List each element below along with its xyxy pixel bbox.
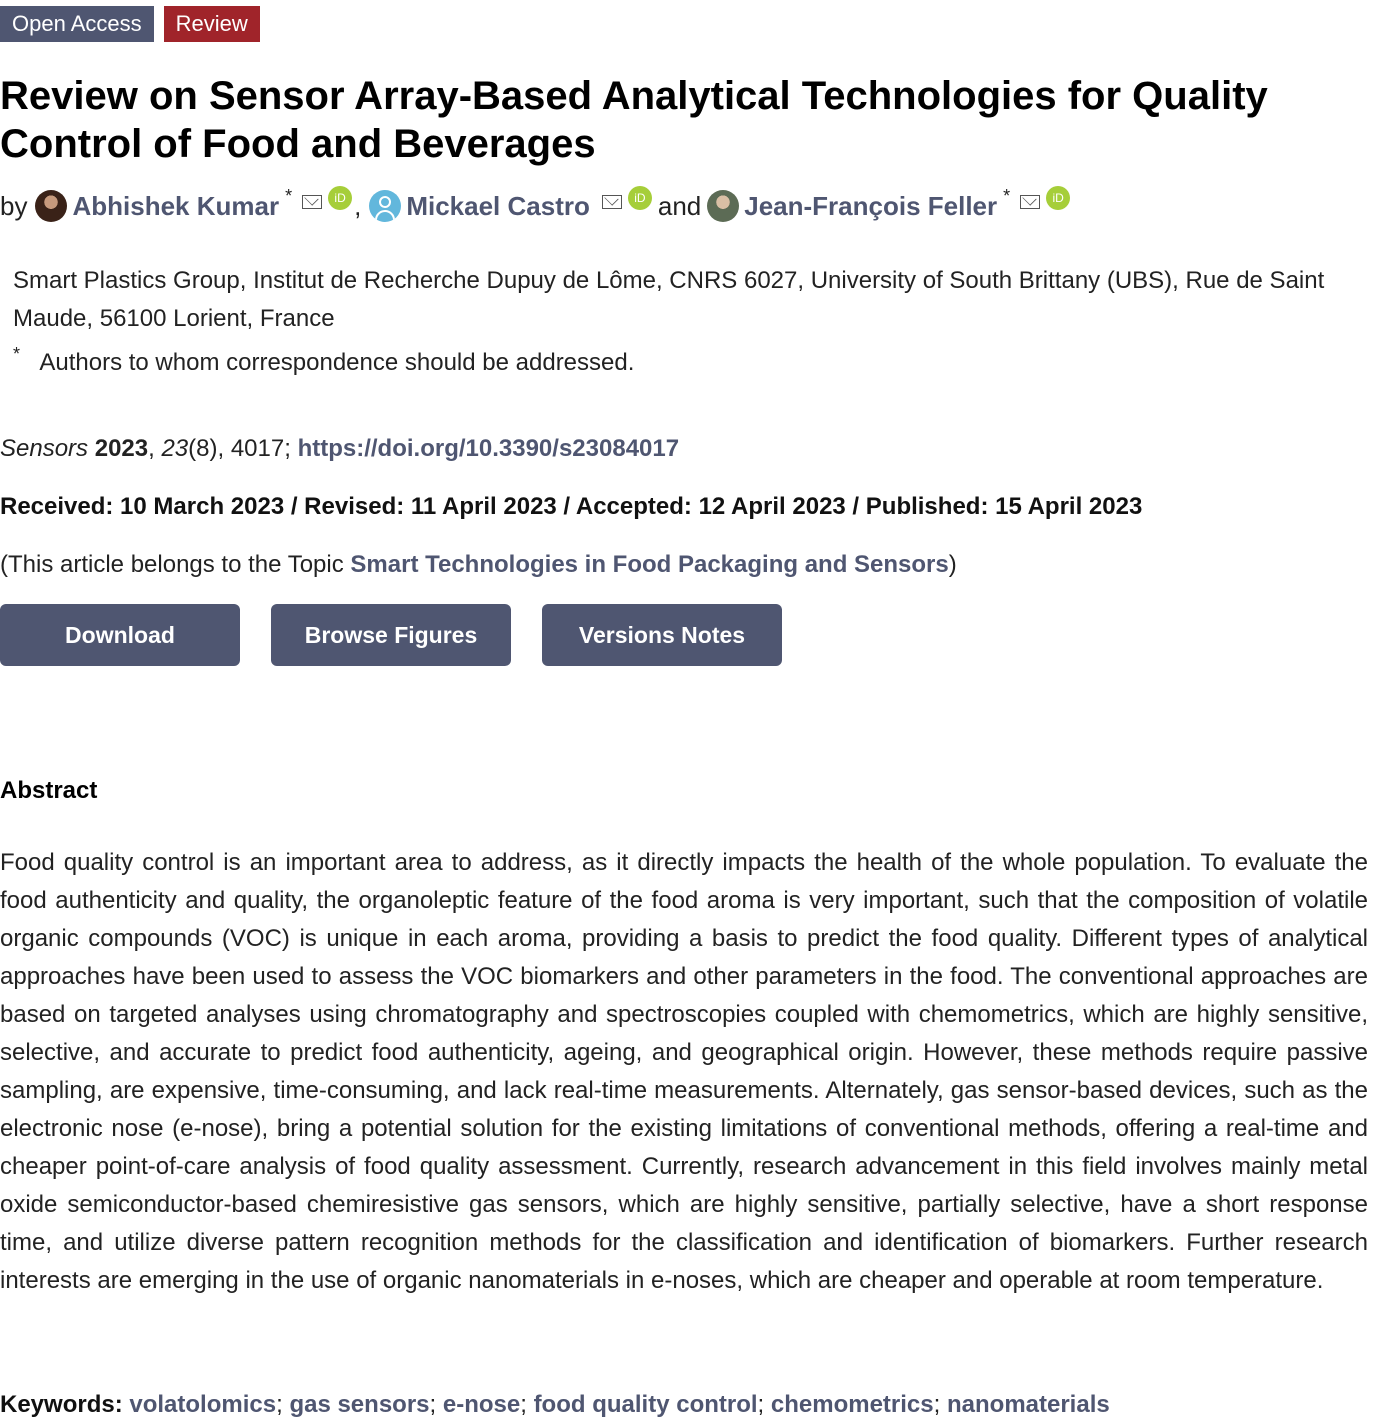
by-label: by xyxy=(0,191,28,221)
keyword-link[interactable]: chemometrics xyxy=(770,1391,934,1418)
author-link-mickael-castro[interactable]: Mickael Castro xyxy=(406,191,590,221)
author-list xyxy=(0,184,1072,228)
author-link-abhishek-kumar[interactable]: Abhishek Kumar xyxy=(72,191,280,221)
citation: Sensors 2023, 23(8), 4017; https://doi.org/10.3390/s23084017 xyxy=(0,435,680,462)
versions-notes-button[interactable]: Versions Notes xyxy=(542,604,782,666)
keyword-link[interactable]: e-nose xyxy=(442,1391,521,1418)
citation-volume: 23 xyxy=(161,435,189,462)
abstract-heading: Abstract xyxy=(0,777,98,804)
orcid-icon[interactable]: iD xyxy=(628,186,652,210)
article-type-badge[interactable]: Review xyxy=(164,6,260,42)
citation-year: 2023 xyxy=(94,435,149,462)
author-separator: , xyxy=(354,191,362,221)
article-title: Review on Sensor Array-Based Analytical Technologies for Quality Control of Food and Beverages xyxy=(0,74,1268,166)
keywords: Keywords: volatolomics; gas sensors; e-nose; food quality control; chemometrics; nanomaterials xyxy=(0,1391,1110,1418)
doi-link[interactable]: https://doi.org/10.3390/s23084017 xyxy=(297,435,680,462)
author-avatar xyxy=(707,190,739,222)
publication-dates: Received: 10 March 2023 / Revised: 11 April 2023 / Accepted: 12 April 2023 / Published: 15 April 2023 xyxy=(0,493,1143,520)
author-avatar xyxy=(35,190,67,222)
orcid-icon[interactable]: iD xyxy=(328,186,352,210)
abstract-text: Food quality control is an important area to address, as it directly impacts the health of the whole population. To evaluate the food authenticity and quality, the organoleptic feature of the food aroma is very important, such that the composition of volatile organic compounds (VOC) is unique in each aroma, providing a basis to predict the food quality. Different types of analytical approaches have been used to assess the VOC biomarkers and other parameters in the food. The conventional approaches are based on targeted analyses using chromatography and spectroscopies coupled with chemometrics, which are highly sensitive, selective, and accurate to predict food authenticity, ageing, and geographical origin. However, these methods require passive sampling, are expensive, time-consuming, and lack real-time measurements. Alternately, gas sensor-based devices, such as the electronic nose (e-nose), bring a potential solution for the existing limitations of conventional methods, offering a real-time and cheaper point-of-care analysis of food quality assessment. Currently, research advancement in this field involves mainly metal oxide semiconductor-based chemiresistive gas sensors, which are highly sensitive, partially selective, have a short response time, and utilize diverse pattern recognition methods for the classification and identification of biomarkers. Further research interests are emerging in the use of organic nanomaterials in e-noses, which are cheaper and operable at room temperature. xyxy=(0,849,1368,1294)
correspondence-marker: * xyxy=(13,344,21,364)
correspondence-note xyxy=(13,344,634,383)
corresponding-marker: * xyxy=(285,186,293,206)
affiliation: Smart Plastics Group, Institut de Recherche Dupuy de Lôme, CNRS 6027, University of South Brittany (UBS), Rue de Saint Maude, 56100 Lorient, France xyxy=(13,267,1325,332)
journal-name: Sensors xyxy=(0,435,89,462)
keyword-link[interactable]: nanomaterials xyxy=(946,1391,1110,1418)
correspondence-text: Authors to whom correspondence should be addressed. xyxy=(39,349,635,376)
download-button[interactable]: Download xyxy=(0,604,240,666)
corresponding-marker: * xyxy=(1003,186,1011,206)
topic-suffix: ) xyxy=(948,551,957,578)
topic-prefix: (This article belongs to the Topic xyxy=(0,551,351,578)
topic-link[interactable]: Smart Technologies in Food Packaging and Sensors xyxy=(350,551,949,578)
keywords-label: Keywords: xyxy=(0,1391,123,1418)
open-access-badge[interactable]: Open Access xyxy=(0,6,154,42)
keyword-link[interactable]: gas sensors xyxy=(289,1391,430,1418)
and-label: and xyxy=(657,191,702,221)
orcid-icon[interactable]: iD xyxy=(1046,186,1070,210)
topic-line xyxy=(0,546,957,584)
email-icon[interactable] xyxy=(1020,195,1040,209)
badges xyxy=(0,6,260,42)
email-icon[interactable] xyxy=(302,195,322,209)
email-icon[interactable] xyxy=(602,195,622,209)
keyword-link[interactable]: food quality control xyxy=(533,1391,758,1418)
citation-issue-pages: (8), 4017; xyxy=(188,435,298,462)
browse-figures-button[interactable]: Browse Figures xyxy=(271,604,511,666)
author-link-jean-francois-feller[interactable]: Jean-François Feller xyxy=(744,191,998,221)
keyword-link[interactable]: volatolomics xyxy=(129,1391,277,1418)
author-avatar-placeholder-icon xyxy=(369,190,401,222)
